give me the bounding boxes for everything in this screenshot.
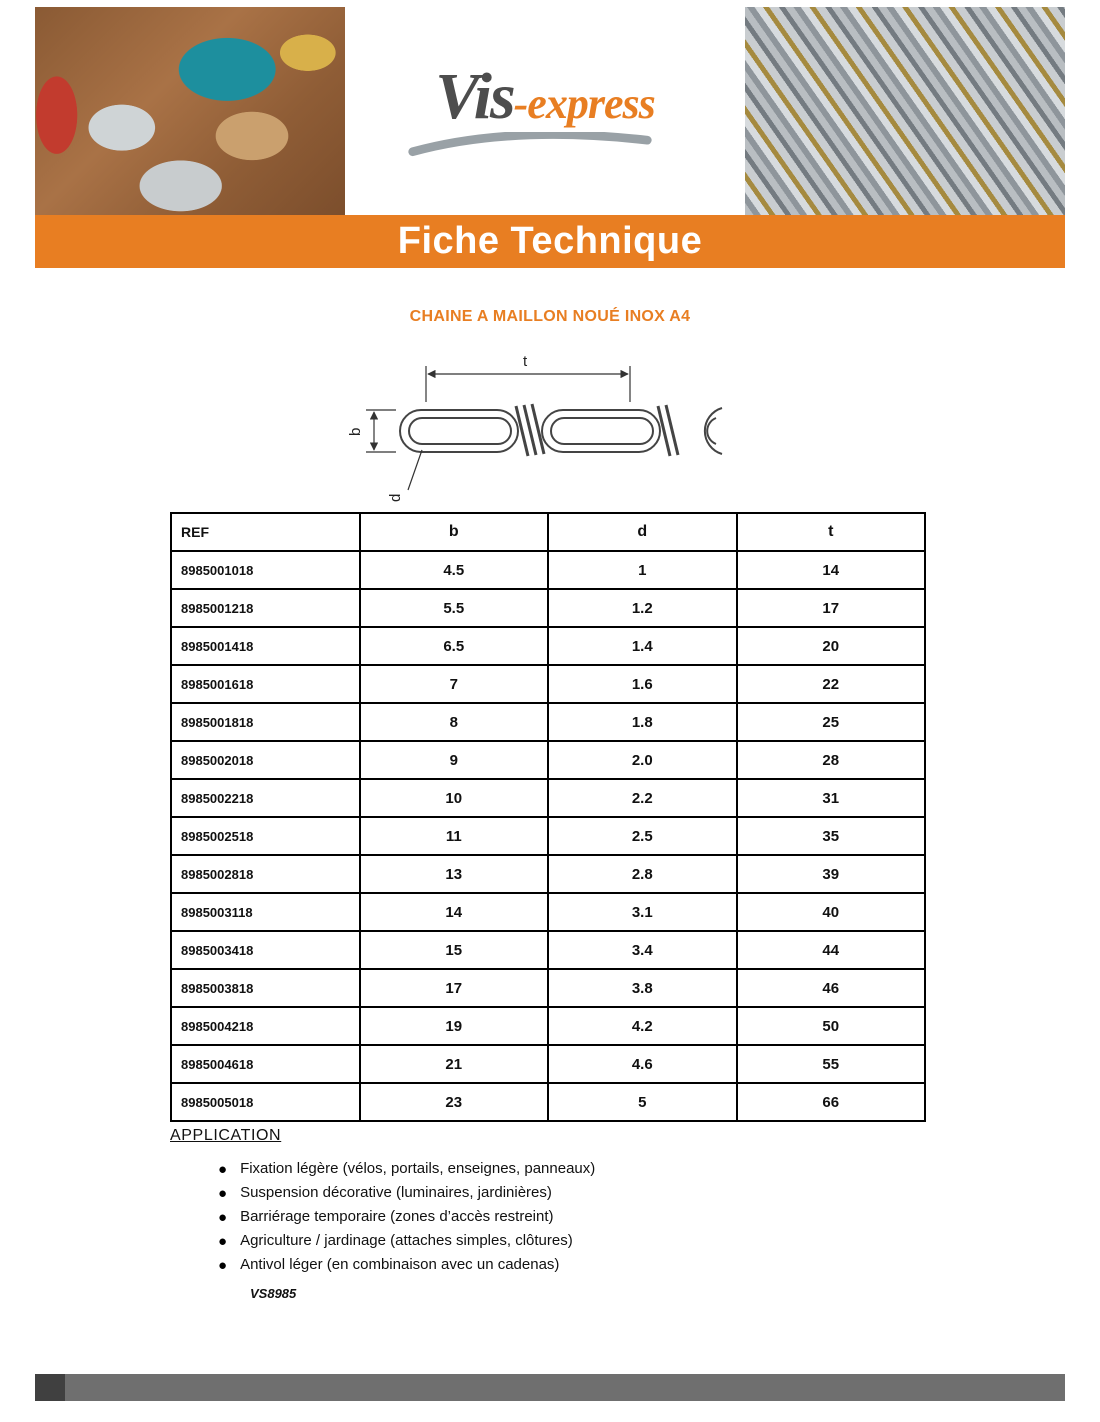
cell-value: 1.6 [548,665,737,703]
cell-value: 5.5 [360,589,549,627]
cell-value: 15 [360,931,549,969]
logo-swoosh-icon [405,132,655,158]
cell-ref: 8985004618 [171,1045,360,1083]
cell-value: 2.0 [548,741,737,779]
table-row [171,779,925,817]
col-header-d: d [548,513,737,551]
cell-ref: 8985004218 [171,1007,360,1045]
cell-value: 66 [737,1083,926,1121]
cell-value: 31 [737,779,926,817]
col-header-b: b [360,513,549,551]
dimension-lines [366,366,630,490]
cell-value: 46 [737,969,926,1007]
cell-value: 1.2 [548,589,737,627]
cell-value: 1.8 [548,703,737,741]
cell-value: 3.8 [548,969,737,1007]
cell-value: 1.4 [548,627,737,665]
bullet-icon: ● [218,1232,228,1250]
cell-value: 55 [737,1045,926,1083]
cell-ref: 8985002818 [171,855,360,893]
cell-value: 22 [737,665,926,703]
application-item [218,1208,595,1226]
cell-value: 44 [737,931,926,969]
cell-value: 40 [737,893,926,931]
cell-value: 21 [360,1045,549,1083]
cell-value: 28 [737,741,926,779]
table-row [171,969,925,1007]
cell-ref: 8985002218 [171,779,360,817]
spec-table-body [171,551,925,1121]
application-item [218,1232,595,1250]
chain-link-outer [542,410,660,452]
col-header-ref: REF [171,513,360,551]
table-header-row [171,513,925,551]
application-list [218,1160,595,1280]
dim-label-d: d [387,493,404,502]
screws-photo [745,7,1065,215]
cell-value: 3.4 [548,931,737,969]
cell-value: 4.6 [548,1045,737,1083]
chain-knot-wrap [516,404,544,456]
workbench-photo [35,7,345,215]
chain-knot-wrap [658,405,678,456]
cell-ref: 8985005018 [171,1083,360,1121]
cell-value: 8 [360,703,549,741]
page-title: CHAINE A MAILLON NOUÉ INOX A4 [409,308,691,325]
application-item [218,1184,595,1202]
cell-value: 2.2 [548,779,737,817]
cell-ref: 8985003418 [171,931,360,969]
table-row [171,855,925,893]
cell-ref: 8985001618 [171,665,360,703]
chain-diagram [330,350,770,510]
cell-value: 14 [360,893,549,931]
cell-value: 39 [737,855,926,893]
application-item [218,1160,595,1178]
col-header-t: t [737,513,926,551]
cell-value: 9 [360,741,549,779]
table-row [171,1083,925,1121]
chain-link-inner [551,418,653,444]
brand-logo [435,60,655,133]
cell-value: 13 [360,855,549,893]
table-row [171,627,925,665]
footer-dark-block [35,1374,65,1401]
dim-label-b: b [347,427,364,436]
footer-bar [35,1374,1065,1401]
table-row [171,665,925,703]
chain-link-outer [400,410,518,452]
application-item-text: Suspension décorative (luminaires, jardinières) [240,1184,552,1201]
cell-value: 6.5 [360,627,549,665]
bullet-icon: ● [218,1160,228,1178]
cell-value: 10 [360,779,549,817]
bullet-icon: ● [218,1208,228,1226]
chain-open-end-inner [707,418,716,444]
cell-value: 35 [737,817,926,855]
table-row [171,817,925,855]
cell-ref: 8985003118 [171,893,360,931]
table-row [171,1045,925,1083]
cell-value: 11 [360,817,549,855]
cell-value: 5 [548,1083,737,1121]
table-row [171,703,925,741]
bullet-icon: ● [218,1256,228,1274]
cell-ref: 8985001018 [171,551,360,589]
cell-value: 1 [548,551,737,589]
table-row [171,1007,925,1045]
cell-ref: 8985001218 [171,589,360,627]
application-heading: APPLICATION [170,1127,282,1144]
application-item-text: Antivol léger (en combinaison avec un cadenas) [240,1256,560,1273]
cell-value: 2.8 [548,855,737,893]
application-item-text: Barriérage temporaire (zones d’accès restreint) [240,1208,554,1225]
brand-logo-express: -express [513,79,655,128]
cell-ref: 8985001418 [171,627,360,665]
banner [35,215,1065,268]
cell-ref: 8985002018 [171,741,360,779]
banner-title: Fiche Technique [397,220,703,262]
application-item [218,1256,595,1274]
product-code: VS8985 [250,1286,297,1301]
table-row [171,741,925,779]
table-row [171,551,925,589]
cell-ref: 8985003818 [171,969,360,1007]
cell-value: 3.1 [548,893,737,931]
cell-value: 7 [360,665,549,703]
chain-link-inner [409,418,511,444]
brand-logo-vis: Vis [435,60,514,133]
cell-value: 14 [737,551,926,589]
cell-value: 4.2 [548,1007,737,1045]
logo-area [345,7,745,215]
application-item-text: Agriculture / jardinage (attaches simples, clôtures) [240,1232,573,1249]
cell-value: 4.5 [360,551,549,589]
cell-ref: 8985001818 [171,703,360,741]
cell-ref: 8985002518 [171,817,360,855]
cell-value: 17 [360,969,549,1007]
cell-value: 17 [737,589,926,627]
dim-label-t: t [523,353,528,370]
cell-value: 25 [737,703,926,741]
application-item-text: Fixation légère (vélos, portails, enseignes, panneaux) [240,1160,596,1177]
table-row [171,893,925,931]
cell-value: 2.5 [548,817,737,855]
table-row [171,589,925,627]
cell-value: 19 [360,1007,549,1045]
spec-table [170,512,926,1122]
cell-value: 20 [737,627,926,665]
bullet-icon: ● [218,1184,228,1202]
cell-value: 23 [360,1083,549,1121]
cell-value: 50 [737,1007,926,1045]
table-row [171,931,925,969]
